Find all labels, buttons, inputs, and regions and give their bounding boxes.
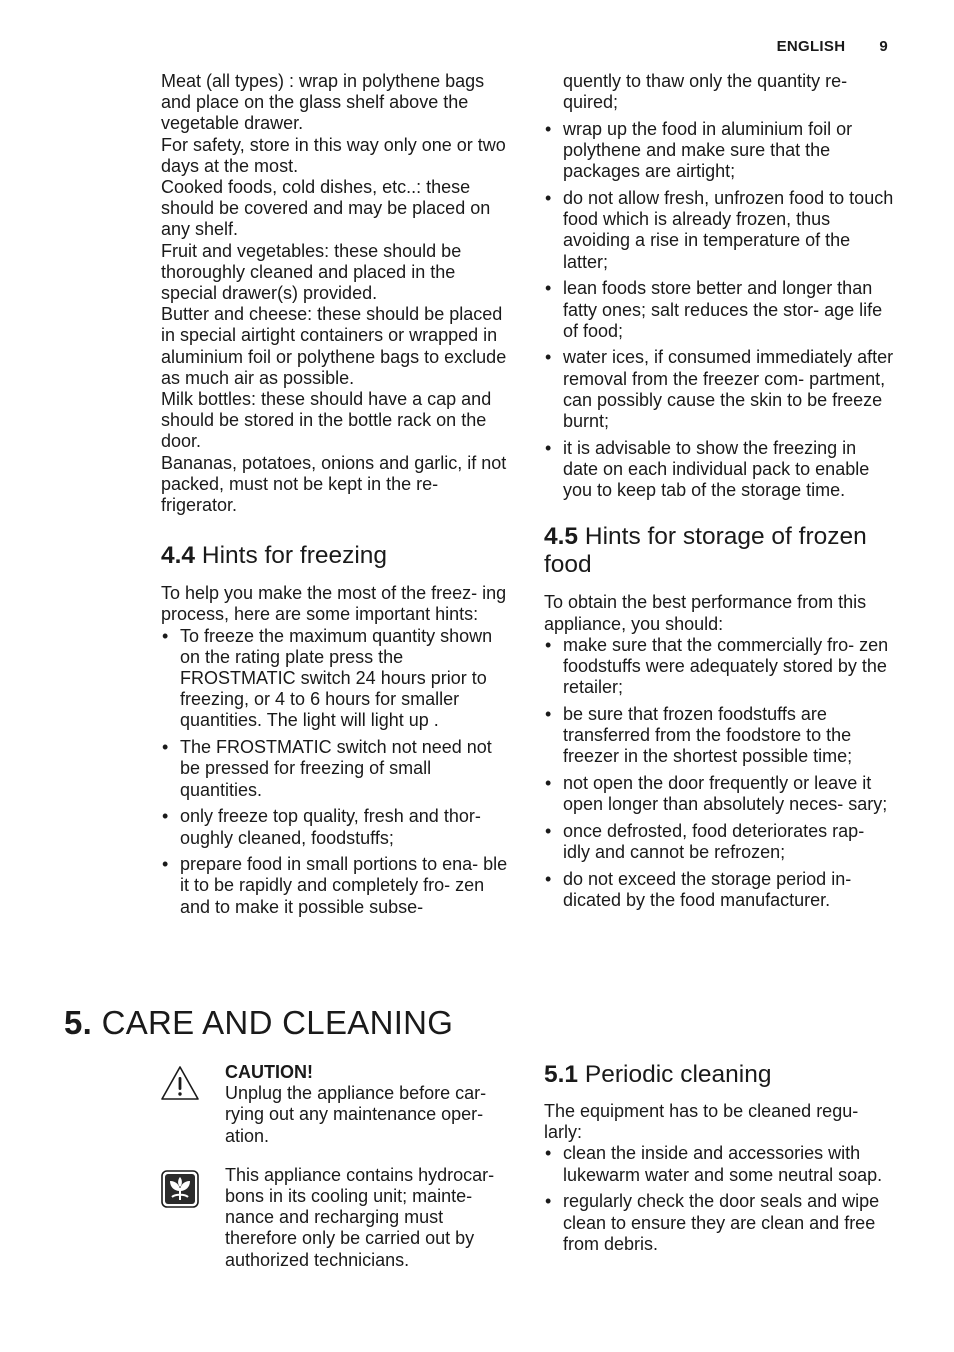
storage-paragraph: Milk bottles: these should have a cap and should be stored in the bottle rack on the door. [161,389,492,452]
caution-notice [160,1062,520,1147]
storage-paragraph: Bananas, potatoes, onions and garlic, if not packed, must not be kept in the re- frigerator. [161,452,507,516]
storage-paragraph: Fruit and vegetables: these should be thoroughly cleaned and placed in the special drawer(s) provided. [161,240,462,304]
caution-label: CAUTION! [225,1062,313,1082]
storage-paragraph: Butter and cheese: these should be placed in special airtight containers or wrapped in aluminium foil or polythene bags to exclude as much air as possible. [161,304,507,388]
list-item: • water ices, if consumed immediately after removal from the freezer com- partment, can possibly cause the skin to be freeze burnt; [544,347,896,432]
list-item: • not open the door frequently or leave it open longer than absolutely neces- sary; [544,773,896,815]
warnings-block [160,1062,520,1271]
section-intro: The equipment has to be cleaned regu- larly: [544,1101,859,1143]
freezing-hints-list [161,626,511,918]
section-heading-5-1 [544,1061,896,1089]
periodic-cleaning-column [544,1061,896,1260]
list-item: • lean foods store better and longer than fatty ones; salt reduces the stor- age life of food; [544,278,896,342]
storage-paragraph: Cooked foods, cold dishes, etc..: these should be covered and may be placed on any shelf. [161,177,491,240]
caution-text: Unplug the appliance before car- rying out any maintenance oper- ation. [225,1083,487,1146]
right-column [544,71,896,917]
list-item: • make sure that the commercially fro- zen foodstuffs were adequately stored by the retailer; [544,635,896,699]
list-item: • once defrosted, food deteriorates rap- idly and cannot be refrozen; [544,821,896,863]
section-title: Hints for storage of frozen food [544,523,867,579]
chapter-title-text: CARE AND CLEANING [101,1004,454,1041]
list-item: • only freeze top quality, fresh and thor- oughly cleaned, foodstuffs; [161,806,511,848]
storage-paragraph: For safety, store in this way only one or two days at the most. [161,134,506,176]
list-item: • clean the inside and accessories with lukewarm water and some neutral soap. [544,1143,896,1185]
section-heading-4-4 [161,542,511,570]
list-item: • wrap up the food in aluminium foil or polythene and make sure that the packages are airtight; [544,119,896,183]
list-item: • To freeze the maximum quantity shown on the rating plate press the FROSTMATIC switch 24 hours prior to freezing, or 4 to 6 hours for smaller quantities. The light will light up . [161,626,511,732]
list-item: • The FROSTMATIC switch not need not be pressed for freezing of small quantities. [161,737,511,801]
list-item: • do not exceed the storage period in- dicated by the food manufacturer. [544,869,896,911]
header-language: ENGLISH [776,38,846,55]
freezing-hints-list-continued [544,119,896,501]
chapter-number: 5. [64,1004,93,1041]
section-intro: To obtain the best performance from this appliance, you should: [544,592,867,634]
list-item: • prepare food in small portions to ena- ble it to be rapidly and completely fro- zen and to make it possible subse- [161,854,511,918]
continued-text: quently to thaw only the quantity re- quired; [563,71,848,113]
environment-notice [160,1165,520,1271]
section-number: 4.5 [544,523,579,551]
list-item: • be sure that frozen foodstuffs are transferred from the foodstore to the freezer in the shortest possible time; [544,704,896,768]
section-title: Hints for freezing [201,542,388,570]
cleaning-list [544,1143,896,1255]
section-number: 4.4 [161,542,196,570]
environment-text: This appliance contains hydrocar- bons in its cooling unit; mainte- nance and recharging must therefore only be carried out by authorized technicians. [225,1164,495,1270]
chapter-title [64,1003,453,1043]
warning-triangle-icon [160,1064,200,1104]
section-heading-4-5 [544,523,896,579]
environment-leaf-icon [160,1169,200,1209]
section-intro: To help you make the most of the freez- ing process, here are some important hints: [161,583,507,625]
list-item: • it is advisable to show the freezing in date on each individual pack to enable you to keep tab of the storage time. [544,438,896,502]
storage-paragraph: Meat (all types) : wrap in polythene bags and place on the glass shelf above the vegetable drawer. [161,71,485,134]
section-title: Periodic cleaning [584,1061,772,1088]
list-item: • do not allow fresh, unfrozen food to touch food which is already frozen, thus avoiding a rise in temperature of the latter; [544,188,896,273]
page-number: 9 [879,38,888,55]
list-item: • regularly check the door seals and wipe clean to ensure they are clean and free from debris. [544,1191,896,1255]
frozen-storage-hints-list [544,635,896,911]
page-header [777,38,888,55]
left-column [161,71,511,923]
section-number: 5.1 [544,1061,579,1088]
